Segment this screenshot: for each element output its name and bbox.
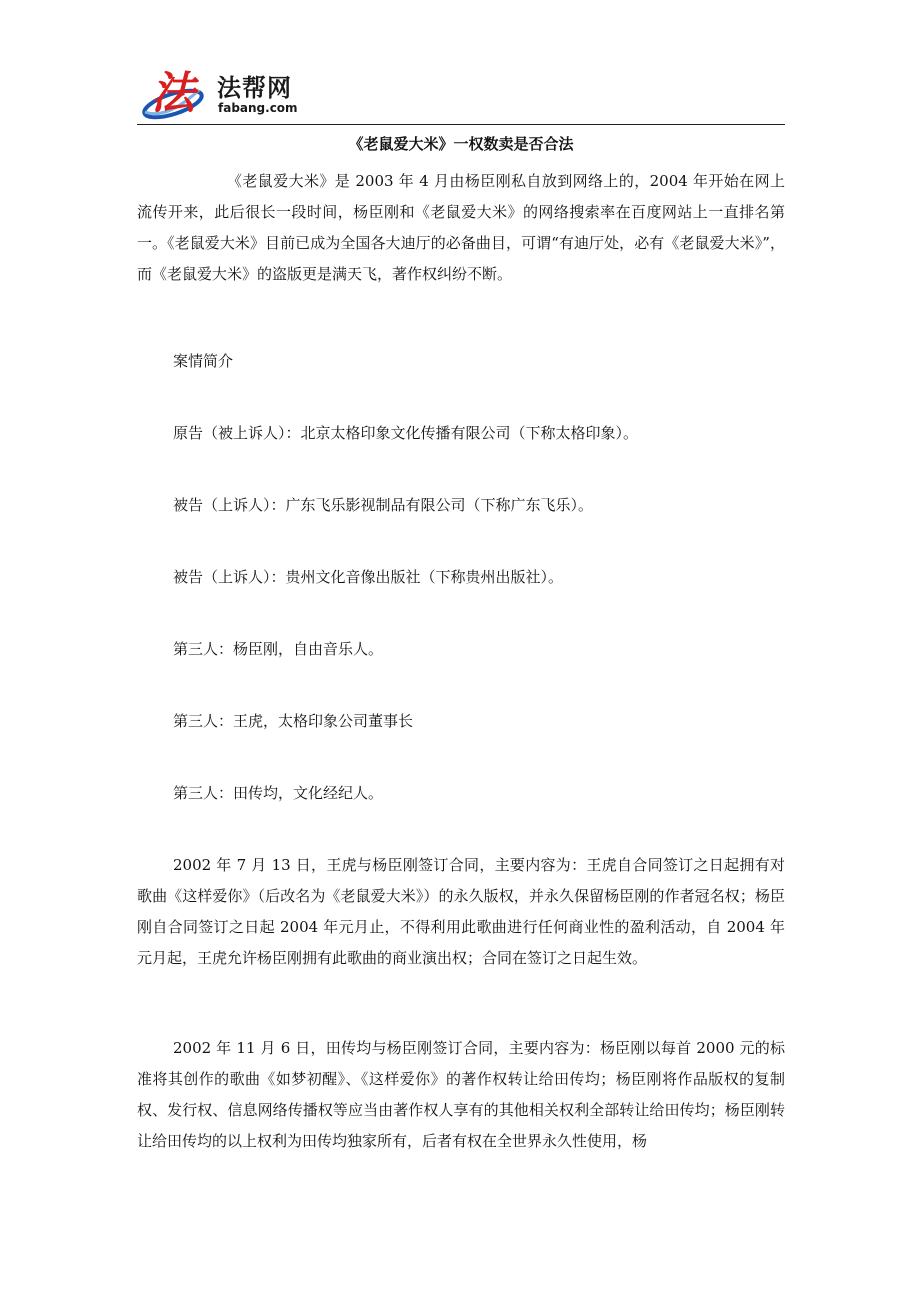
- brand-name: 法帮网: [217, 74, 292, 102]
- party-line-third-1: 第三人：杨臣刚，自由音乐人。: [173, 640, 384, 658]
- site-header: [137, 60, 785, 126]
- body-paragraph-1: 2002 年 7 月 13 日，王虎与杨臣刚签订合同，主要内容为：王虎自合同签订之日起拥有对歌曲《这样爱你》（后改名为《老鼠爱大米》）的永久版权，并永久保留杨臣刚的作者冠名权；杨臣刚自合同签订之日起 2004 年元月止，不得利用此歌曲进行任何商业性的盈利活动，自 2004 年元月起，王虎允许杨臣刚拥有此歌曲的商业演出权；合同在签订之日起生效。: [137, 856, 785, 967]
- brand-domain: fabang.com: [218, 101, 298, 115]
- party-line-third-3: 第三人：田传均，文化经纪人。: [173, 784, 384, 802]
- article-title: 《老鼠爱大米》一权数卖是否合法: [348, 135, 574, 153]
- header-divider: [137, 124, 785, 125]
- intro-paragraph: 《老鼠爱大米》是 2003 年 4 月由杨臣刚私自放到网络上的，2004 年开始在网上流传开来，此后很长一段时间，杨臣刚和《老鼠爱大米》的网络搜索率在百度网站上一直排名第一。《老鼠爱大米》目前已成为全国各大迪厅的必备曲目，可谓“有迪厅处，必有《老鼠爱大米》”，而《老鼠爱大米》的盗版更是满天飞，著作权纠纷不断。: [137, 172, 785, 283]
- body-paragraph-2: 2002 年 11 月 6 日，田传均与杨臣刚签订合同，主要内容为：杨臣刚以每首 2000 元的标准将其创作的歌曲《如梦初醒》、《这样爱你》的著作权转让给田传均；杨臣刚将作品版权的复制权、发行权、信息网络传播权等应当由著作权人享有的其他相关权利全部转让给田传均；杨臣刚转让给田传均的以上权利为田传均独家所有，后者有权在全世界永久性使用，杨: [137, 1039, 785, 1150]
- fabang-logo-icon: [137, 60, 215, 122]
- party-line-third-2: 第三人：王虎，太格印象公司董事长: [173, 712, 414, 730]
- party-line-defendant-2: 被告（上诉人）：贵州文化音像出版社（下称贵州出版社）。: [173, 568, 564, 586]
- party-line-plaintiff: 原告（被上诉人）：北京太格印象文化传播有限公司（下称太格印象）。: [173, 424, 639, 442]
- section-heading: 案情简介: [173, 352, 234, 370]
- party-line-defendant-1: 被告（上诉人）：广东飞乐影视制品有限公司（下称广东飞乐）。: [173, 496, 594, 514]
- svg-text:法: 法: [151, 68, 195, 119]
